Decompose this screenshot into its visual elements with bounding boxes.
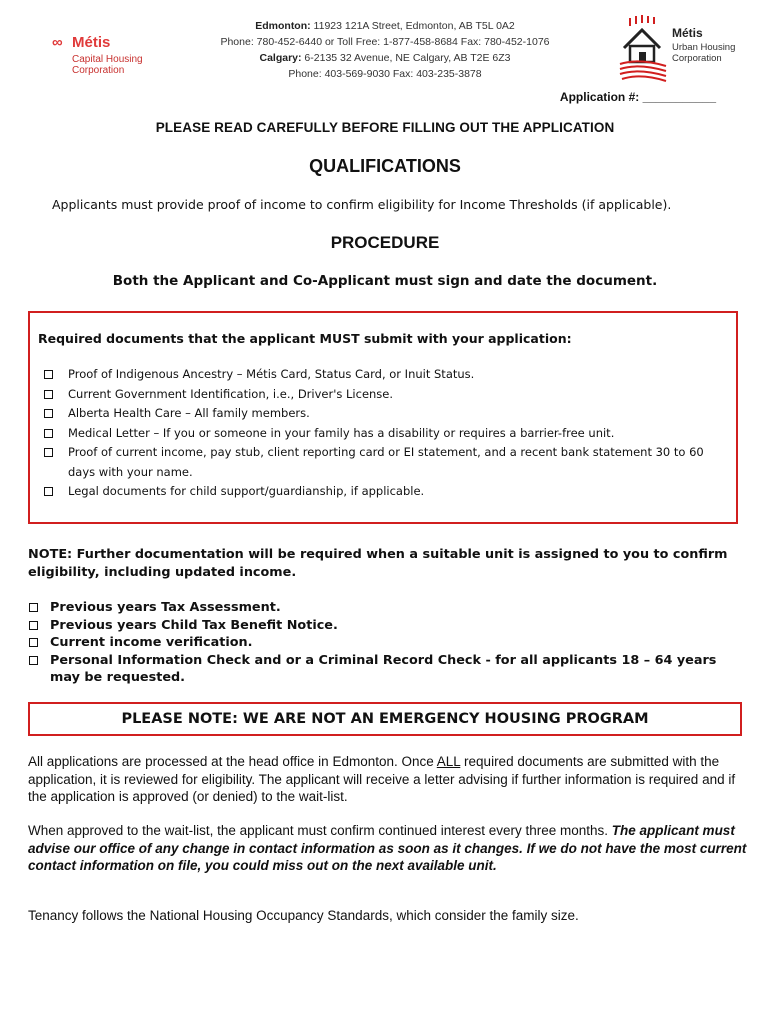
edmonton-phone: Phone: 780-452-6440 or Toll Free: 1-877-458-8684 Fax: 780-452-1076	[220, 36, 550, 48]
logo-brand-text: Métis	[672, 26, 703, 40]
list-item: Proof of current income, pay stub, client reporting card or EI statement, and a recent bank statement 30 to 60 days with your name.	[42, 443, 727, 482]
infinity-icon: ∞	[52, 34, 62, 51]
list-item: Current Government Identification, i.e., Driver's License.	[42, 385, 727, 405]
edmonton-address-line	[170, 18, 600, 34]
logo-sub-text: Capital Housing Corporation	[72, 54, 143, 76]
checkbox-icon[interactable]	[29, 638, 38, 647]
calgary-address: 6-2135 32 Avenue, NE Calgary, AB T2E 6Z3	[301, 52, 511, 64]
checkbox-icon[interactable]	[44, 487, 53, 496]
checkbox-icon[interactable]	[44, 370, 53, 379]
further-documentation-list	[28, 599, 738, 687]
checkbox-icon[interactable]	[44, 448, 53, 457]
qualifications-heading: QUALIFICATIONS	[309, 156, 461, 176]
underlined-all: ALL	[436, 754, 461, 769]
required-documents-title: Required documents that the applicant MUST submit with your application:	[38, 331, 572, 346]
procedure-text: Both the Applicant and Co-Applicant must sign and date the document.	[112, 273, 658, 289]
required-documents-list	[42, 365, 727, 502]
checkbox-icon[interactable]	[29, 656, 38, 665]
edmonton-label: Edmonton:	[255, 20, 311, 32]
procedure-heading: PROCEDURE	[330, 233, 440, 252]
checkbox-icon[interactable]	[44, 390, 53, 399]
calgary-address-line	[170, 50, 600, 66]
checkbox-icon[interactable]	[29, 621, 38, 630]
list-item: Current income verification.	[28, 634, 738, 652]
list-item: Previous years Tax Assessment.	[28, 599, 738, 617]
house-icon	[618, 14, 674, 84]
checkbox-icon[interactable]	[44, 409, 53, 418]
list-item: Previous years Child Tax Benefit Notice.	[28, 617, 738, 635]
checkbox-icon[interactable]	[44, 429, 53, 438]
logo-sub-text: Urban Housing Corporation	[672, 42, 736, 64]
qualifications-text: Applicants must provide proof of income to confirm eligibility for Income Thresholds (if applicable).	[52, 197, 672, 212]
list-item: Legal documents for child support/guardianship, if applicable.	[42, 482, 727, 502]
list-item: Alberta Health Care – All family members.	[42, 404, 727, 424]
read-carefully-heading: PLEASE READ CAREFULLY BEFORE FILLING OUT THE APPLICATION	[155, 120, 615, 135]
list-item: Medical Letter – If you or someone in your family has a disability or requires a barrier-free unit.	[42, 424, 727, 444]
contact-change-warning: The applicant must advise our office of any change in contact information as soon as it changes. If we do not have the most current contact information on file, you could miss out on the next available unit.	[28, 823, 747, 873]
list-item: Personal Information Check and or a Criminal Record Check - for all applicants 18 – 64 years may be requested.	[28, 652, 738, 687]
checkbox-icon[interactable]	[29, 603, 38, 612]
emergency-notice-box: PLEASE NOTE: WE ARE NOT AN EMERGENCY HOUSING PROGRAM	[28, 702, 742, 736]
list-item: Proof of Indigenous Ancestry – Métis Card, Status Card, or Inuit Status.	[42, 365, 727, 385]
processing-paragraph: All applications are processed at the head office in Edmonton. Once ALL required documents are submitted with the application, it is reviewed for eligibility. The applicant will receive a letter advising if further information is required and if the application is approved (or denied) to the wait-list.	[28, 754, 736, 804]
logo-brand-text: Métis	[72, 34, 111, 51]
office-addresses	[170, 18, 600, 82]
calgary-label: Calgary:	[259, 52, 302, 64]
waitlist-paragraph: When approved to the wait-list, the applicant must confirm continued interest every three months. The applicant must advise our office of any change in contact information as soon as it changes. If we do not have the most current contact information on file, you could miss out on the next available unit.	[28, 823, 747, 873]
application-number-field[interactable]: Application #: ___________	[559, 90, 716, 104]
metis-capital-housing-logo	[40, 32, 160, 82]
calgary-phone: Phone: 403-569-9030 Fax: 403-235-3878	[288, 68, 482, 80]
required-documents-box	[28, 311, 738, 524]
metis-urban-housing-logo	[618, 14, 748, 84]
further-documentation-note: NOTE: Further documentation will be required when a suitable unit is assigned to you to confirm eligibility, including updated income.	[28, 547, 728, 580]
edmonton-address: 11923 121A Street, Edmonton, AB T5L 0A2	[310, 20, 515, 32]
tenancy-paragraph: Tenancy follows the National Housing Occupancy Standards, which consider the family size.	[28, 908, 579, 923]
